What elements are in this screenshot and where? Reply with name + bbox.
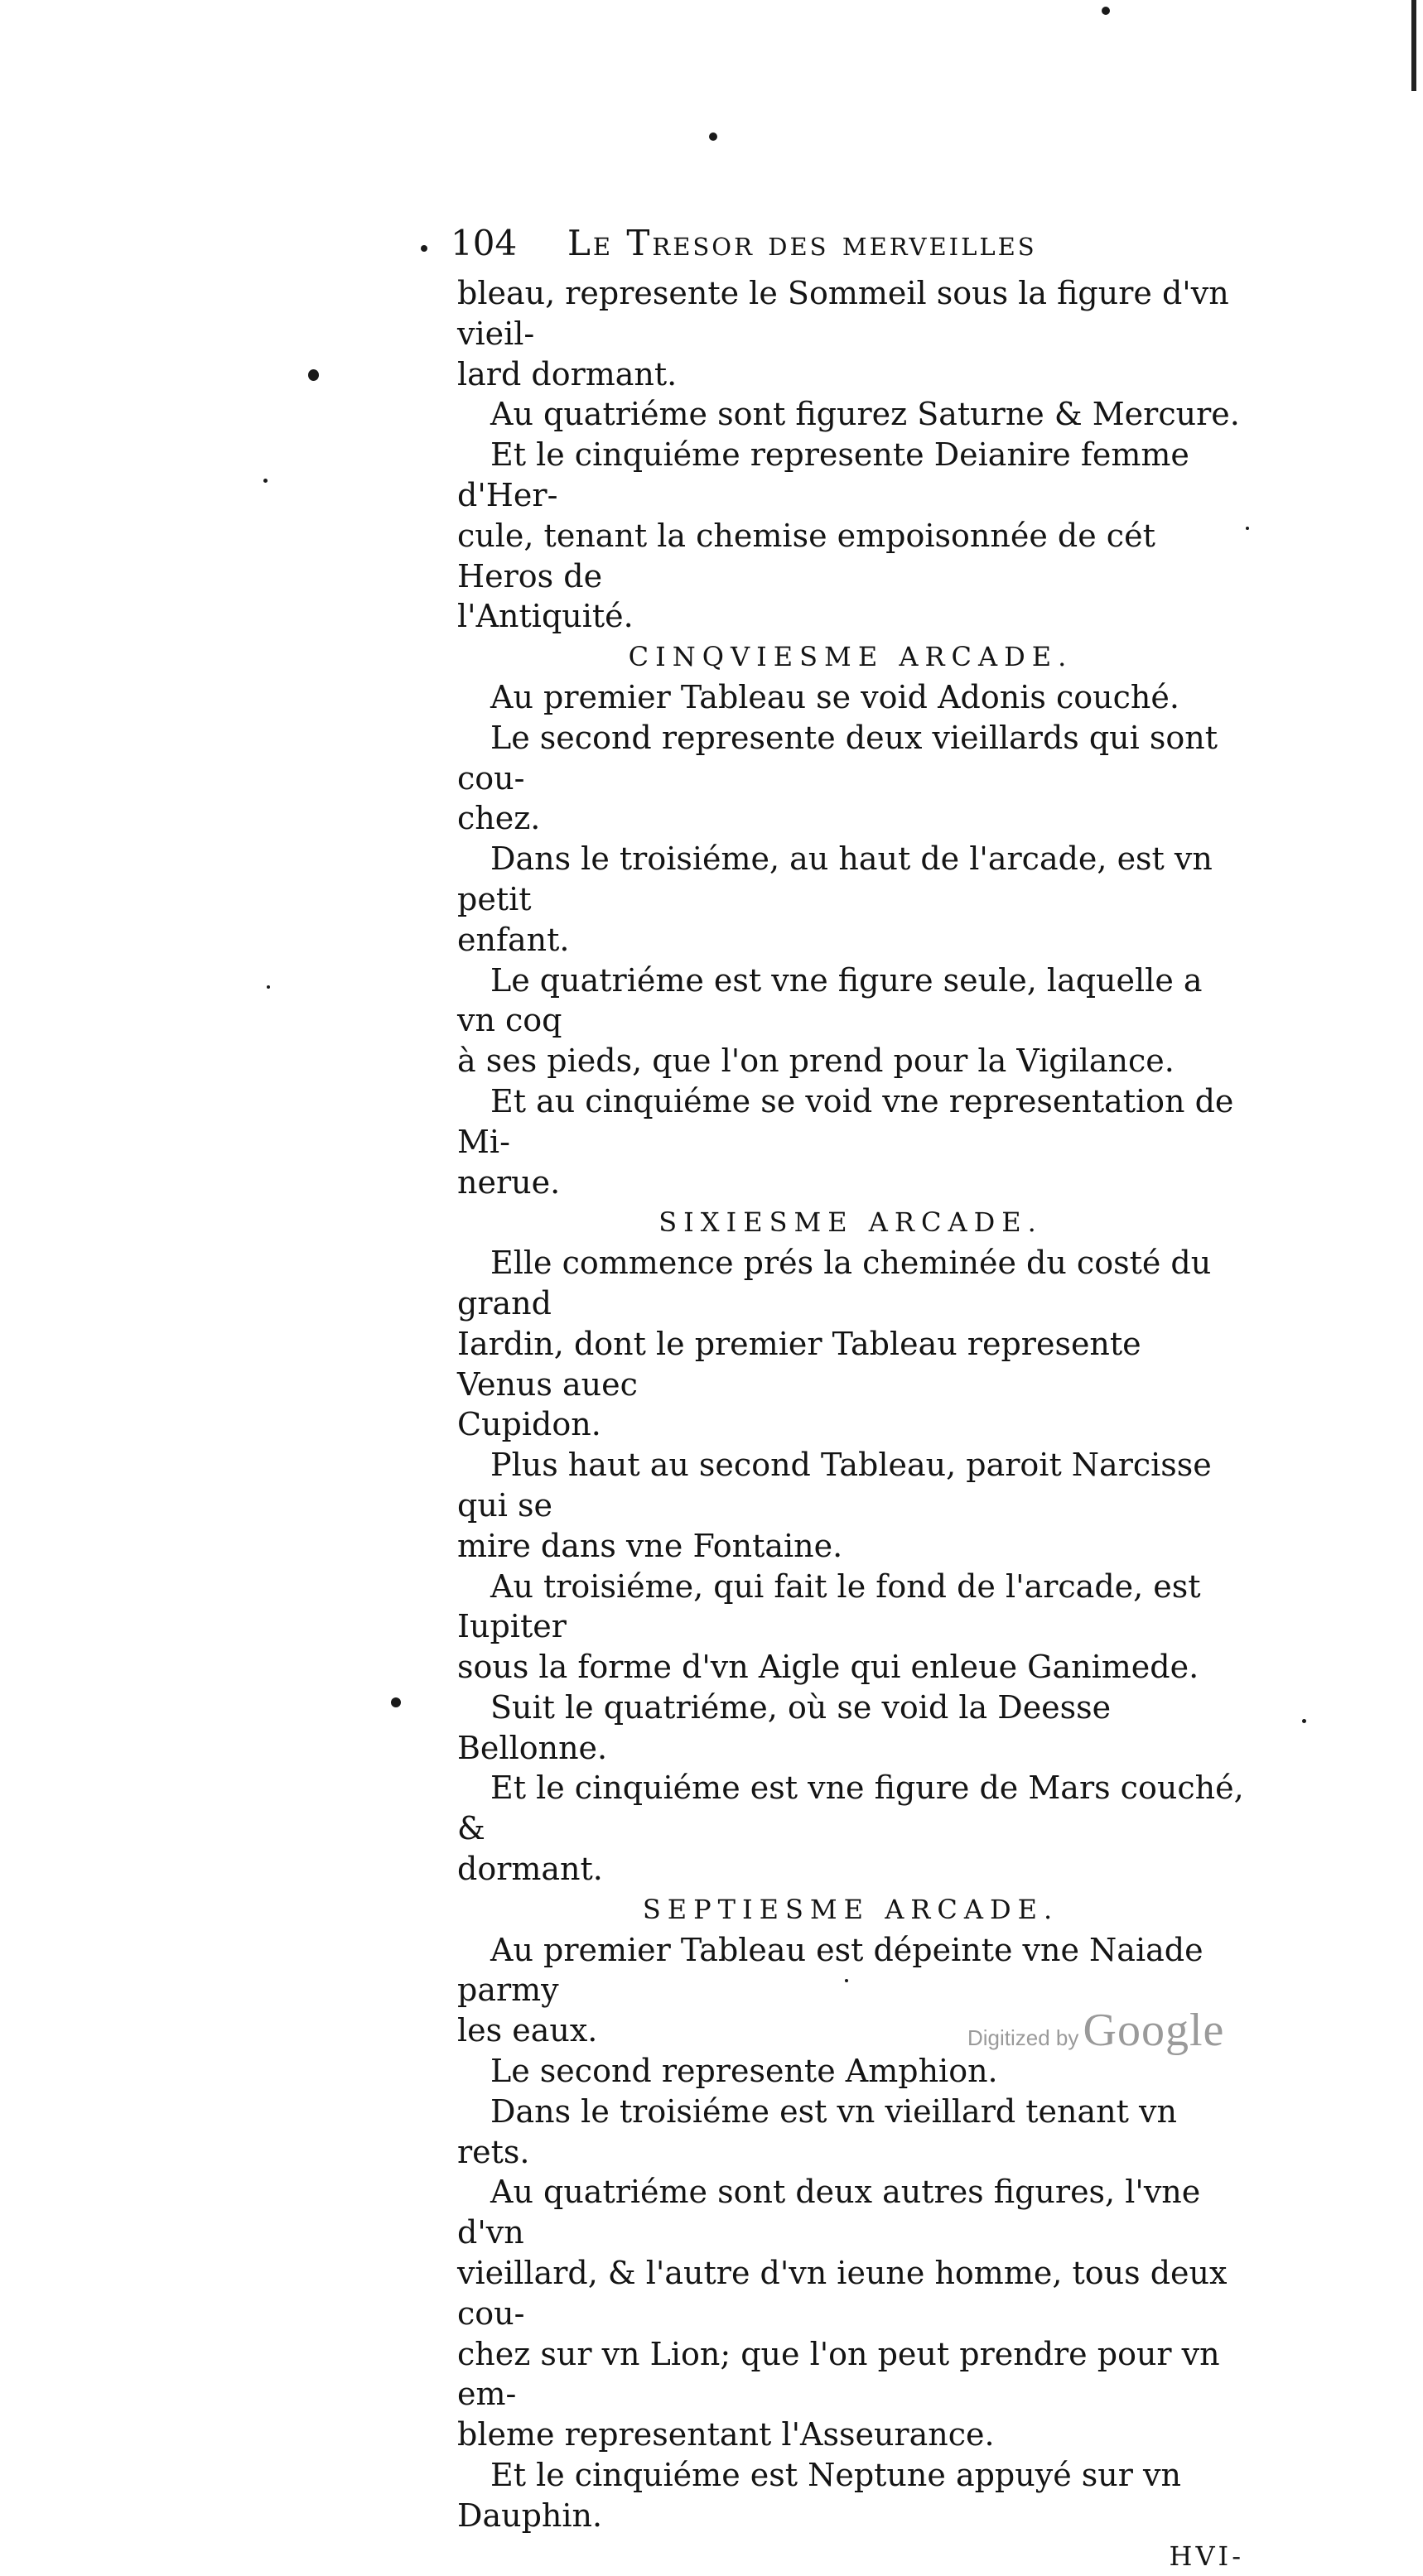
text-line: vieillard, & l'autre d'vn ieune homme, tous deux cou- (457, 2255, 1228, 2332)
scan-speck (308, 369, 319, 381)
section-heading: SEPTIESME ARCADE. (642, 1893, 1059, 1925)
text-line: Plus haut au second Tableau, paroit Narcisse qui se (457, 1447, 1212, 1524)
scan-speck (845, 1979, 848, 1982)
text-line: Dans le troisiéme, au haut de l'arcade, est vn petit (457, 840, 1213, 917)
text-line: Suit le quatriéme, où se void la Deesse Bellonne. (457, 1688, 1112, 1766)
catchword: HVI- (1169, 2540, 1244, 2572)
page-edge-shadow (1411, 0, 1416, 91)
text-line: les eaux. (457, 2012, 598, 2049)
text-line: mire dans vne Fontaine. (457, 1527, 843, 1564)
text-line: à ses pieds, que l'on prend pour la Vigilance. (457, 1042, 1175, 1080)
text-line: chez. (457, 800, 541, 837)
text-line: l'Antiquité. (457, 598, 634, 635)
page-number: 104 (451, 223, 518, 263)
text-line: Le second represente Amphion. (490, 2053, 998, 2090)
text-line: cule, tenant la chemise empoisonnée de cét Heros de (457, 517, 1155, 595)
text-line: bleme representant l'Asseurance. (457, 2416, 995, 2453)
text-line: lard dormant. (457, 355, 678, 392)
text-line: chez sur vn Lion; que l'on peut prendre pour vn em- (457, 2335, 1220, 2413)
text-line: Le second represente deux vieillards qui sont cou- (457, 719, 1218, 797)
scan-speck (263, 479, 268, 483)
scan-speck (709, 132, 717, 141)
google-logo: Google (1083, 2005, 1225, 2056)
running-head: Le Tresor des merveilles (567, 223, 1037, 263)
scan-speck (1302, 1719, 1306, 1723)
scan-speck (1102, 7, 1110, 15)
text-line: Iardin, dont le premier Tableau represente Venus auec (457, 1325, 1141, 1403)
body-text (457, 273, 1244, 2576)
text-line: Au troisiéme, qui fait le fond de l'arcade, est Iupiter (457, 1567, 1201, 1645)
text-line: Au premier Tableau est dépeinte vne Naiade parmy (457, 1931, 1204, 2009)
text-line: dormant. (457, 1851, 603, 1888)
text-line: Cupidon. (457, 1406, 601, 1443)
text-line: enfant. (457, 921, 570, 958)
text-line: nerue. (457, 1163, 561, 1201)
section-heading: SIXIESME ARCADE. (658, 1206, 1043, 1239)
scan-speck (391, 1697, 401, 1707)
text-line: sous la forme d'vn Aigle qui enleue Ganimede. (457, 1649, 1199, 1686)
text-line: Elle commence prés la cheminée du costé du grand (457, 1245, 1212, 1322)
text-line: Au quatriéme sont figurez Saturne & Mercure. (490, 396, 1240, 433)
text-line: Et au cinquiéme se void vne representation de Mi- (457, 1082, 1234, 1160)
watermark-prefix: Digitized by (967, 2025, 1079, 2050)
text-line: Et le cinquiéme est vne figure de Mars couché, & (457, 1769, 1244, 1847)
scan-speck (267, 985, 270, 989)
section-heading: CINQVIESME ARCADE. (628, 641, 1073, 673)
text-line: Au premier Tableau se void Adonis couché. (490, 678, 1179, 715)
text-line: Le quatriéme est vne figure seule, laquelle a vn coq (457, 961, 1203, 1039)
scan-speck (421, 245, 427, 252)
page-header (439, 222, 1168, 265)
text-line: Et le cinquiéme est Neptune appuyé sur vn Dauphin. (457, 2457, 1181, 2534)
text-line: bleau, represente le Sommeil sous la figure d'vn vieil- (457, 275, 1229, 352)
digitization-watermark (967, 2004, 1224, 2054)
scan-speck (1246, 527, 1249, 530)
text-line: Et le cinquiéme represente Deianire femme d'Her- (457, 436, 1189, 513)
text-line: Dans le troisiéme est vn vieillard tenant vn rets. (457, 2092, 1177, 2170)
text-line: Au quatriéme sont deux autres figures, l'vne d'vn (457, 2174, 1201, 2251)
